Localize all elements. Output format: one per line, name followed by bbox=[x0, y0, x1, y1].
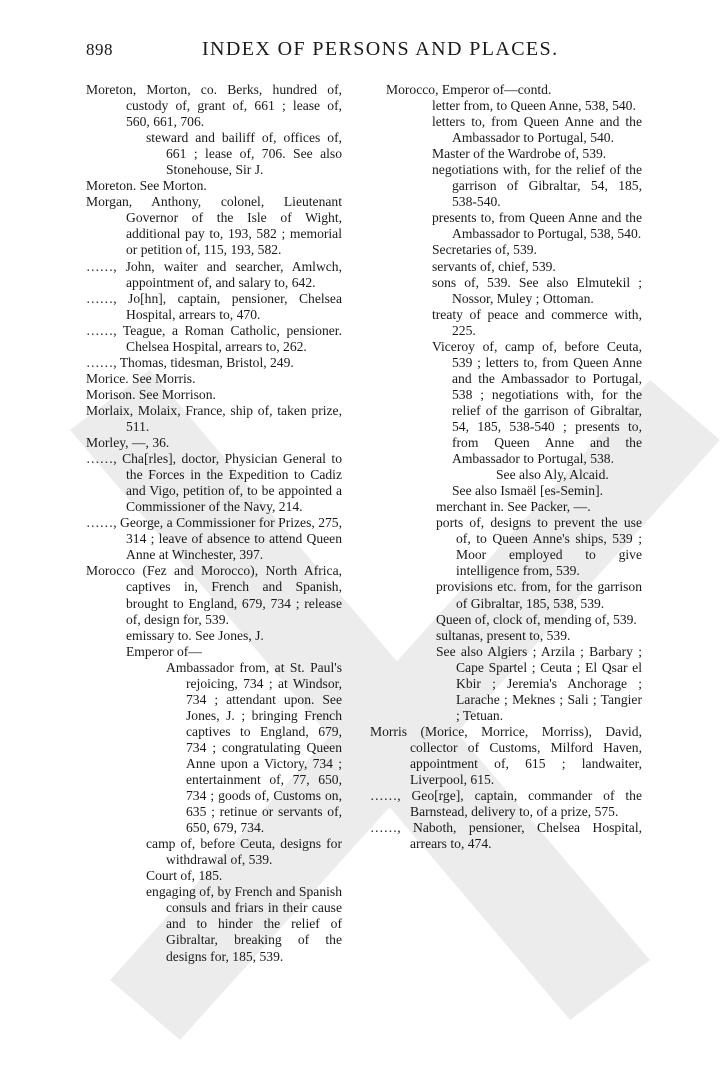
index-subsubentry: engaging of, by French and Spanish consuls and friars in their cause and to hinder the relief of Gibraltar, breaking of the designs for, 185, 539. bbox=[146, 884, 342, 964]
index-entry: Morice. See Morris. bbox=[86, 370, 196, 386]
page-header bbox=[86, 40, 676, 70]
index-subentry: provisions etc. from, for the garrison of Gibraltar, 185, 538, 539. bbox=[436, 579, 642, 611]
index-subentry: letters to, from Queen Anne and the Ambassador to Portugal, 540. bbox=[432, 114, 642, 146]
index-subentry: negotiations with, for the relief of the garrison of Gibraltar, 54, 185, 538-540. bbox=[432, 162, 642, 210]
index-subentry: Secretaries of, 539. bbox=[432, 242, 537, 258]
index-subentry: Emperor of— bbox=[126, 643, 202, 659]
index-subsubentry: Court of, 185. bbox=[146, 868, 223, 884]
index-entry: Morison. See Morrison. bbox=[86, 386, 216, 402]
index-entry: Morris (Morice, Morrice, Morriss), David, collector of Customs, Milford Haven, appointment of, 615 ; landwaiter, Liverpool, 615. bbox=[370, 723, 642, 788]
index-entry: ……, John, waiter and searcher, Amlwch, appointment of, and salary to, 642. bbox=[86, 258, 342, 290]
index-entry: ……, Thomas, tidesman, Bristol, 249. bbox=[86, 354, 294, 370]
index-subentry: merchant in. See Packer, —. bbox=[436, 499, 591, 515]
index-subentry: ports of, designs to prevent the use of, to Queen Anne's ships, 539 ; Moor employed to give intelligence from, 539. bbox=[436, 515, 642, 579]
index-subentry: steward and bailiff of, offices of, 661 ; lease of, 706. See also Stonehouse, Sir J. bbox=[146, 130, 342, 178]
index-entry: Morocco, Emperor of—contd. bbox=[386, 82, 552, 97]
index-cross-reference: See also Aly, Alcaid. bbox=[496, 467, 609, 483]
index-subsubentry: camp of, before Ceuta, designs for withdrawal of, 539. bbox=[146, 836, 342, 868]
index-cross-reference: See also Ismaël [es-Semin]. bbox=[452, 483, 603, 499]
index-entry: Morley, —, 36. bbox=[86, 435, 170, 451]
index-entry: Morgan, Anthony, colonel, Lieutenant Governor of the Isle of Wight, additional pay to, 193, 582 ; memorial or petition of, 115, 193, 582. bbox=[86, 194, 342, 258]
index-column-right bbox=[370, 82, 642, 852]
index-entry: ……, George, a Commissioner for Prizes, 275, 314 ; leave of absence to attend Queen Anne at Winchester, 397. bbox=[86, 515, 342, 563]
index-subentry: Viceroy of, camp of, before Ceuta, 539 ; letters to, from Queen Anne and the Ambassador to Portugal, 538 ; negotiations with, for the relief of the garrison of Gibraltar, 54, 185, 538-540 ; presents to, from Queen Anne and the Ambassador to Portugal, 538. bbox=[432, 338, 642, 467]
index-column-left bbox=[86, 82, 342, 965]
index-entry: ……, Jo[hn], captain, pensioner, Chelsea Hospital, arrears to, 470. bbox=[86, 290, 342, 322]
index-subentry: presents to, from Queen Anne and the Ambassador to Portugal, 538, 540. bbox=[432, 210, 642, 242]
index-entry: Moreton, Morton, co. Berks, hundred of, custody of, grant of, 661 ; lease of, 560, 661, 706. bbox=[86, 82, 342, 130]
index-entry: ……, Naboth, pensioner, Chelsea Hospital, arrears to, 474. bbox=[370, 820, 642, 852]
page-number: 898 bbox=[86, 40, 113, 59]
index-subentry: emissary to. See Jones, J. bbox=[126, 627, 264, 643]
index-subentry: treaty of peace and commerce with, 225. bbox=[432, 306, 642, 338]
index-entry: ……, Cha[rles], doctor, Physician General to the Forces in the Expedition to Cadiz and Vigo, petition of, to be appointed a Commissioner of the Navy, 214. bbox=[86, 451, 342, 515]
index-subentry: Master of the Wardrobe of, 539. bbox=[432, 146, 607, 162]
running-title: INDEX OF PERSONS AND PLACES. bbox=[202, 38, 559, 60]
index-entry: ……, Teague, a Roman Catholic, pensioner. Chelsea Hospital, arrears to, 262. bbox=[86, 322, 342, 354]
index-subentry: Queen of, clock of, mending of, 539. bbox=[436, 611, 637, 627]
index-subentry: servants of, chief, 539. bbox=[432, 258, 556, 274]
index-subentry: sultanas, present to, 539. bbox=[436, 627, 571, 643]
index-subentry: letter from, to Queen Anne, 538, 540. bbox=[432, 98, 636, 114]
index-entry: Moreton. See Morton. bbox=[86, 178, 207, 194]
index-entry: Morlaix, Molaix, France, ship of, taken prize, 511. bbox=[86, 402, 342, 434]
index-cross-reference: See also Algiers ; Arzila ; Barbary ; Cape Spartel ; Ceuta ; El Qsar el Kbir ; Jeremia's Anchorage ; Larache ; Meknes ; Sali ; Tangier ; Tetuan. bbox=[436, 643, 642, 723]
index-entry: Morocco (Fez and Morocco), North Africa, captives in, French and Spanish, brought to England, 679, 734 ; release of, design for, 539. bbox=[86, 563, 342, 627]
index-subsubentry: Ambassador from, at St. Paul's rejoicing, 734 ; at Windsor, 734 ; attendant upon. See Jones, J. ; bringing French captives to England, 679, 734 ; congratulating Queen Anne upon a Victory, 734 ; entertainment of, 77, 650, 734 ; goods of, Customs on, 635 ; retinue or servants of, 650, 679, 734. bbox=[166, 659, 342, 836]
index-entry: ……, Geo[rge], captain, commander of the Barnstead, delivery to, of a prize, 575. bbox=[370, 788, 642, 820]
index-subentry: sons of, 539. See also Elmutekil ; Nossor, Muley ; Ottoman. bbox=[432, 274, 642, 306]
